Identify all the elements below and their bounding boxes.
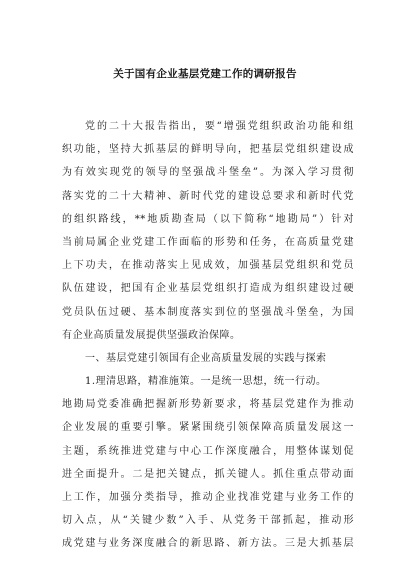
text-line: 的组织路线，**地质勘查局（以下简称“地勘局”）针对 [62,213,354,225]
text-line: 党员队伍过硬、基本制度落实到位的坚强战斗堡垒，为国 [62,306,354,318]
text-line: 一、基层党建引领国有企业高质量发展的实践与探索 [85,352,327,364]
text-line: 队伍建设，把国有企业基层党组织打造成为组织建设过硬 [62,283,354,295]
text-line: 为有效实现党的领导的坚强战斗堡垒”。为深入学习贯彻 [62,167,354,179]
text-line: 主题，系统推进党建与中心工作深度融合，用整体谋划促 [62,445,354,457]
text-line: 有企业高质量发展提供坚强政治保障。 [62,329,241,341]
text-line: 切入点，从“关键少数”入手、从党务干部抓起，推动形 [62,515,354,527]
document-title: 关于国有企业基层党建工作的调研报告 [113,68,297,80]
text-line: 当前局属企业党建工作面临的形势和任务，在高质量党建 [62,236,354,248]
text-line: 进全面提升。二是把关键点，抓关键人。抓住重点带动面 [62,468,354,480]
text-line: 企业发展的重要引擎。紧紧围绕引领保障高质量发展这一 [62,422,354,434]
text-line: 织功能，坚持大抓基层的鲜明导向，把基层党组织建设成 [62,144,354,156]
text-line: 成党建与业务深度融合的新思路、新方法。三是大抓基层 [62,538,354,550]
text-line: 上工作，加强分类指导，推动企业找准党建与业务工作的 [62,492,354,503]
text-line: 1.理清思路，精准施策。一是统一思想，统一行动。 [85,376,327,388]
document-body [62,115,354,556]
text-line: 落实党的二十大精神、新时代党的建设总要求和新时代党 [62,190,354,202]
text-line: 地勘局党委准确把握新形势新要求，将基层党建作为推动 [62,399,354,411]
text-line: 党的二十大报告指出，要“增强党组织政治功能和组 [85,121,354,132]
text-line: 上下功夫，在推动落实上见成效，加强基层党组织和党员 [62,260,354,272]
